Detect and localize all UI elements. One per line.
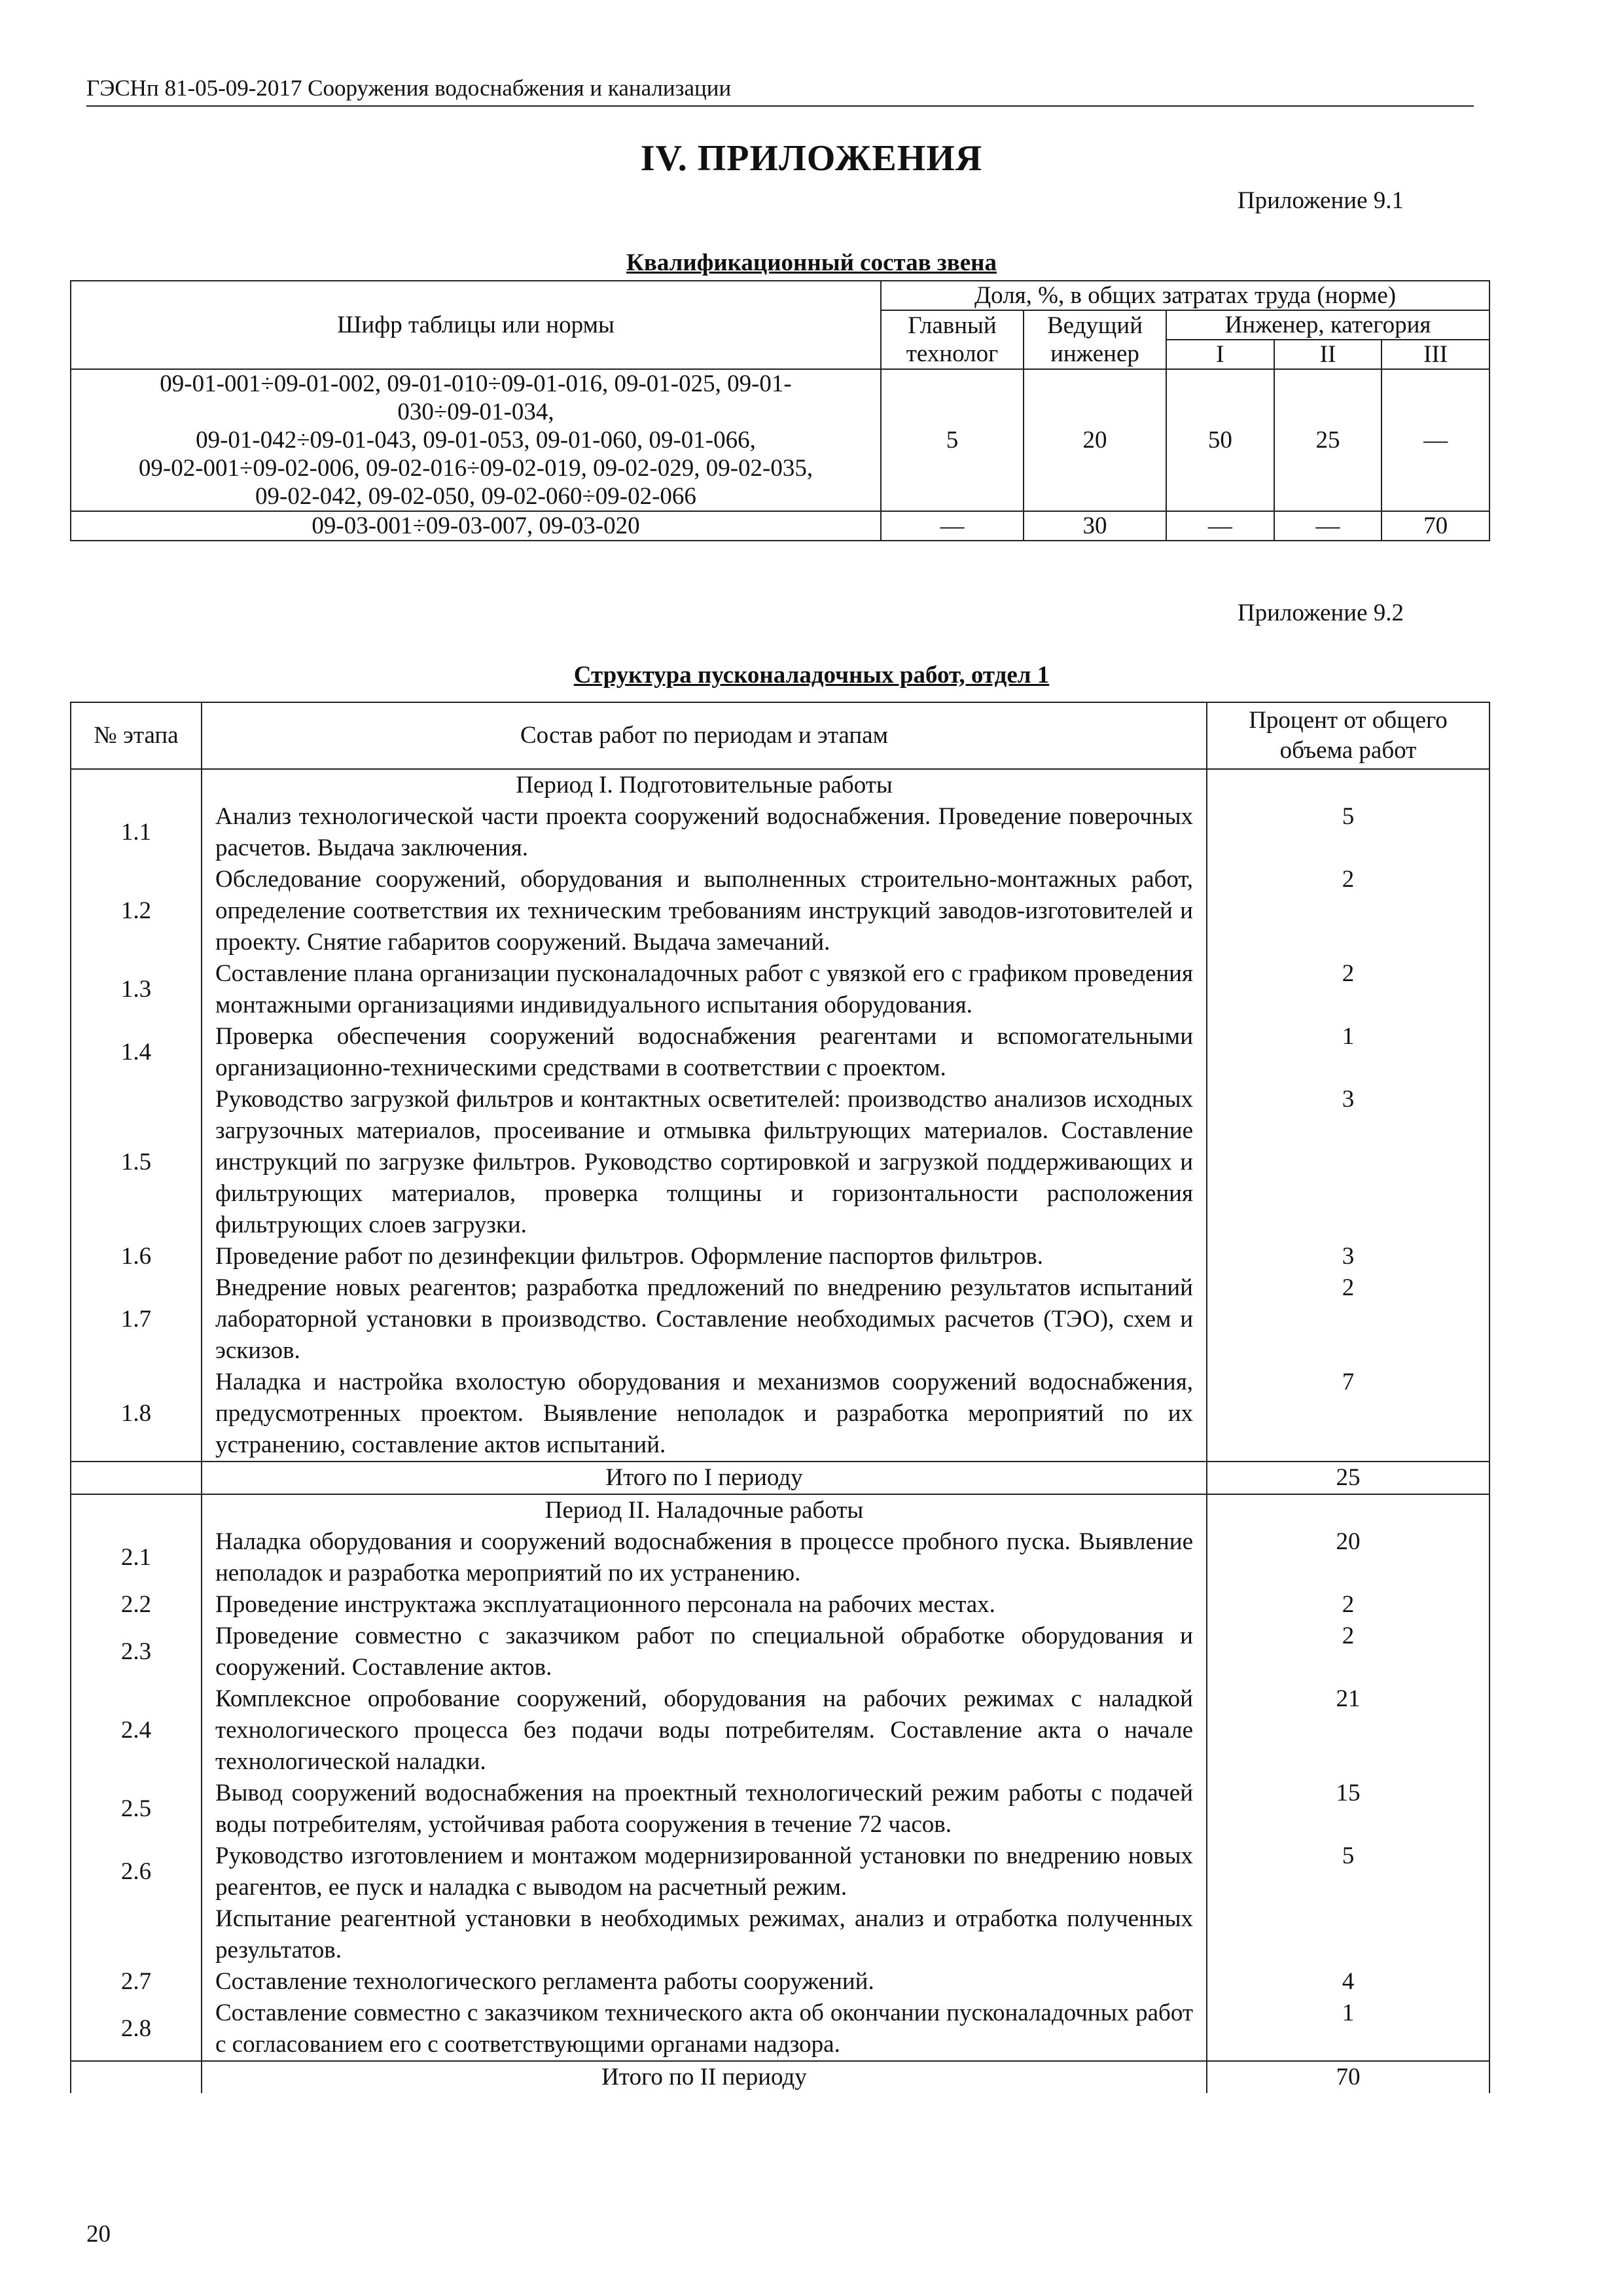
appendix-label-9-1: Приложение 9.1 bbox=[1237, 187, 1404, 214]
table-caption-qualification: Квалификационный состав звена bbox=[626, 249, 997, 276]
stage-percent bbox=[1207, 1903, 1489, 1966]
stage-number-cell bbox=[71, 769, 202, 801]
header-cat3: III bbox=[1382, 340, 1489, 369]
table-row bbox=[71, 1903, 1489, 1966]
code-line: 09-01-042÷09-01-043, 09-01-053, 09-01-060, 09-01-066, bbox=[196, 427, 756, 454]
commissioning-structure-body bbox=[71, 769, 1489, 2093]
table-row bbox=[71, 1589, 1489, 1621]
stage-percent: 1 bbox=[1207, 1998, 1489, 2061]
total-row bbox=[71, 1462, 1489, 1494]
table-row bbox=[71, 511, 1489, 541]
table-row bbox=[71, 1084, 1489, 1241]
stage-description: Вывод сооружений водоснабжения на проектный технологический режим работы с подачей воды потребителям, устойчивая работа сооружения в течение 72 часов. bbox=[202, 1778, 1207, 1840]
header-stage-number: № этапа bbox=[71, 702, 202, 769]
total-label: Итого по II периоду bbox=[202, 2061, 1207, 2093]
table-row bbox=[71, 1367, 1489, 1462]
share-cat3-cell: 70 bbox=[1382, 511, 1489, 541]
stage-number: 1.7 bbox=[71, 1272, 202, 1367]
stage-percent: 15 bbox=[1207, 1778, 1489, 1840]
percent-cell bbox=[1207, 769, 1489, 801]
stage-number: 2.5 bbox=[71, 1778, 202, 1840]
table-row bbox=[71, 369, 1489, 511]
stage-description: Составление технологического регламента работы сооружений. bbox=[202, 1966, 1207, 1998]
period-title: Период II. Наладочные работы bbox=[202, 1494, 1207, 1526]
stage-description: Наладка и настройка вхолостую оборудования и механизмов сооружений водоснабжения, предусмотренных проектом. Выявление неполадок и разработка мероприятий по их устранению, составление актов испытаний. bbox=[202, 1367, 1207, 1462]
code-line: 09-02-001÷09-02-006, 09-02-016÷09-02-019, 09-02-029, 09-02-035, bbox=[138, 455, 813, 482]
stage-percent: 4 bbox=[1207, 1966, 1489, 1998]
stage-number: 1.5 bbox=[71, 1084, 202, 1241]
qualification-table bbox=[70, 280, 1490, 541]
share-cat1-cell: 50 bbox=[1166, 369, 1274, 511]
stage-percent: 5 bbox=[1207, 1840, 1489, 1903]
header-cat1: I bbox=[1166, 340, 1274, 369]
stage-percent: 1 bbox=[1207, 1021, 1489, 1084]
total-blank-cell bbox=[71, 2061, 202, 2093]
stage-number: 2.7 bbox=[71, 1966, 202, 1998]
share-cat2-cell: 25 bbox=[1274, 369, 1382, 511]
code-cell bbox=[71, 369, 881, 511]
stage-number: 2.8 bbox=[71, 1998, 202, 2061]
table-row bbox=[71, 1241, 1489, 1272]
period-row bbox=[71, 1494, 1489, 1526]
code-line: 09-01-001÷09-01-002, 09-01-010÷09-01-016, 09-01-025, 09-01- bbox=[160, 370, 792, 397]
share-chief-cell: 5 bbox=[881, 369, 1024, 511]
header-engineer: Инженер, категория bbox=[1166, 310, 1489, 340]
appendix-label-9-2: Приложение 9.2 bbox=[1237, 600, 1404, 626]
table-row bbox=[71, 1621, 1489, 1683]
total-label: Итого по I периоду bbox=[202, 1462, 1207, 1494]
stage-number: 2.1 bbox=[71, 1526, 202, 1589]
page-number: 20 bbox=[86, 2221, 111, 2248]
stage-number: 1.6 bbox=[71, 1241, 202, 1272]
share-lead-cell: 30 bbox=[1024, 511, 1166, 541]
stage-description: Анализ технологической части проекта сооружений водоснабжения. Проведение поверочных расчетов. Выдача заключения. bbox=[202, 801, 1207, 864]
stage-description: Проверка обеспечения сооружений водоснабжения реагентами и вспомогательными организационно-техническими средствами в соответствии с проектом. bbox=[202, 1021, 1207, 1084]
table-row bbox=[71, 1021, 1489, 1084]
commissioning-structure-table bbox=[70, 702, 1490, 2093]
stage-number: 1.3 bbox=[71, 958, 202, 1021]
stage-number: 1.8 bbox=[71, 1367, 202, 1462]
period-row bbox=[71, 769, 1489, 801]
stage-description: Комплексное опробование сооружений, оборудования на рабочих режимах с наладкой технологического процесса без подачи воды потребителям. Составление акта о начале технологической наладки. bbox=[202, 1683, 1207, 1778]
stage-number: 1.4 bbox=[71, 1021, 202, 1084]
stage-number bbox=[71, 1903, 202, 1966]
code-line: 09-03-001÷09-03-007, 09-03-020 bbox=[312, 512, 640, 539]
header-chief: Главный технолог bbox=[881, 310, 1024, 369]
table-row bbox=[71, 864, 1489, 958]
page-title: IV. ПРИЛОЖЕНИЯ bbox=[640, 138, 983, 179]
table-row bbox=[71, 1778, 1489, 1840]
stage-number-cell bbox=[71, 1494, 202, 1526]
header-cat2: II bbox=[1274, 340, 1382, 369]
period-title: Период I. Подготовительные работы bbox=[202, 769, 1207, 801]
table-row bbox=[71, 801, 1489, 864]
share-cat2-cell: — bbox=[1274, 511, 1382, 541]
header-share: Доля, %, в общих затратах труда (норме) bbox=[881, 281, 1489, 310]
table-row bbox=[71, 1998, 1489, 2061]
table-caption-structure: Структура пусконаладочных работ, отдел 1 bbox=[573, 662, 1050, 689]
total-blank-cell bbox=[71, 1462, 202, 1494]
qualification-table-body bbox=[71, 369, 1489, 541]
header-lead: Ведущий инженер bbox=[1024, 310, 1166, 369]
stage-percent: 2 bbox=[1207, 1589, 1489, 1621]
table-row bbox=[71, 1272, 1489, 1367]
code-cell bbox=[71, 511, 881, 541]
code-line: 09-02-042, 09-02-050, 09-02-060÷09-02-066 bbox=[255, 483, 696, 510]
stage-percent: 3 bbox=[1207, 1241, 1489, 1272]
share-chief-cell: — bbox=[881, 511, 1024, 541]
stage-number: 2.6 bbox=[71, 1840, 202, 1903]
stage-description: Испытание реагентной установки в необходимых режимах, анализ и отработка полученных результатов. bbox=[202, 1903, 1207, 1966]
stage-description: Составление плана организации пусконаладочных работ с увязкой его с графиком проведения монтажными организациями индивидуального испытания оборудования. bbox=[202, 958, 1207, 1021]
stage-description: Руководство загрузкой фильтров и контактных осветителей: производство анализов исходных загрузочных материалов, просеивание и отмывка фильтрующих материалов. Составление инструкций по загрузке фильтров. Руководство сортировкой и загрузкой поддерживающих и фильтрующих материалов, проверка толщины и горизонтальности расположения фильтрующих слоев загрузки. bbox=[202, 1084, 1207, 1241]
stage-description: Составление совместно с заказчиком технического акта об окончании пусконаладочных работ с согласованием его с соответствующими органами надзора. bbox=[202, 1998, 1207, 2061]
stage-number: 2.4 bbox=[71, 1683, 202, 1778]
table-row bbox=[71, 1966, 1489, 1998]
stage-description: Обследование сооружений, оборудования и выполненных строительно-монтажных работ, определение соответствия их техническим требованиям инструкций заводов-изготовителей и проекту. Снятие габаритов сооружений. Выдача замечаний. bbox=[202, 864, 1207, 958]
stage-description: Проведение инструктажа эксплуатационного персонала на рабочих местах. bbox=[202, 1589, 1207, 1621]
stage-number: 2.3 bbox=[71, 1621, 202, 1683]
percent-cell bbox=[1207, 1494, 1489, 1526]
stage-percent: 2 bbox=[1207, 1272, 1489, 1367]
table-row bbox=[71, 1683, 1489, 1778]
stage-percent: 5 bbox=[1207, 801, 1489, 864]
header-percent: Процент от общего объема работ bbox=[1207, 702, 1489, 769]
share-lead-cell: 20 bbox=[1024, 369, 1166, 511]
stage-percent: 21 bbox=[1207, 1683, 1489, 1778]
stage-percent: 2 bbox=[1207, 958, 1489, 1021]
stage-description: Наладка оборудования и сооружений водоснабжения в процессе пробного пуска. Выявление неполадок и разработка мероприятий по их устранению. bbox=[202, 1526, 1207, 1589]
stage-description: Руководство изготовлением и монтажом модернизированной установки по внедрению новых реагентов, ее пуск и наладка с выводом на расчетный режим. bbox=[202, 1840, 1207, 1903]
code-line: 030÷09-01-034, bbox=[397, 399, 554, 425]
stage-description: Проведение работ по дезинфекции фильтров. Оформление паспортов фильтров. bbox=[202, 1241, 1207, 1272]
table-row bbox=[71, 1840, 1489, 1903]
table-row bbox=[71, 1526, 1489, 1589]
header-code: Шифр таблицы или нормы bbox=[71, 281, 881, 369]
stage-percent: 7 bbox=[1207, 1367, 1489, 1462]
table-row bbox=[71, 958, 1489, 1021]
stage-description: Внедрение новых реагентов; разработка предложений по внедрению результатов испытаний лабораторной установки в производство. Составление необходимых расчетов (ТЭО), схем и эскизов. bbox=[202, 1272, 1207, 1367]
stage-number: 1.1 bbox=[71, 801, 202, 864]
total-percent: 25 bbox=[1207, 1462, 1489, 1494]
stage-number: 1.2 bbox=[71, 864, 202, 958]
share-cat3-cell: — bbox=[1382, 369, 1489, 511]
stage-percent: 2 bbox=[1207, 1621, 1489, 1683]
total-row bbox=[71, 2061, 1489, 2093]
running-header: ГЭСНп 81-05-09-2017 Сооружения водоснабжения и канализации bbox=[86, 74, 1474, 107]
stage-percent: 20 bbox=[1207, 1526, 1489, 1589]
share-cat1-cell: — bbox=[1166, 511, 1274, 541]
stage-percent: 2 bbox=[1207, 864, 1489, 958]
stage-description: Проведение совместно с заказчиком работ по специальной обработке оборудования и сооружений. Составление актов. bbox=[202, 1621, 1207, 1683]
stage-percent: 3 bbox=[1207, 1084, 1489, 1241]
stage-number: 2.2 bbox=[71, 1589, 202, 1621]
total-percent: 70 bbox=[1207, 2061, 1489, 2093]
header-work: Состав работ по периодам и этапам bbox=[202, 702, 1207, 769]
